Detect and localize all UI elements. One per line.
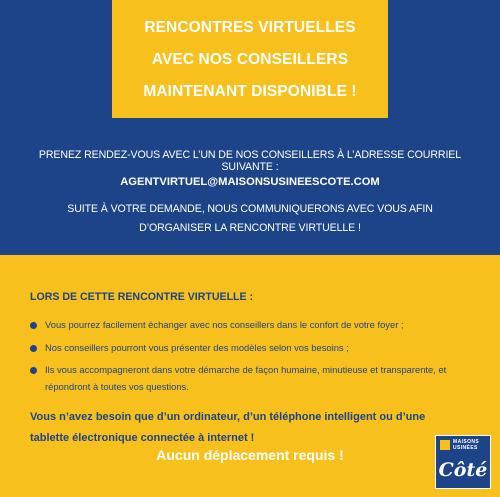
bullet-icon	[30, 322, 37, 329]
list-item-text: Vous pourrez facilement échanger avec nos conseillers dans le confort de votre foyer ;	[45, 319, 404, 330]
logo-header	[440, 440, 488, 454]
details-heading: LORS DE CETTE RENCONTRE VIRTUELLE :	[30, 291, 254, 303]
headline-banner	[112, 0, 388, 118]
intro-text: PRENEZ RENDEZ-VOUS AVEC L’UN DE NOS CONSEILLERS À L’ADRESSE COURRIEL SUIVANTE :	[38, 149, 462, 173]
followup-text: SUITE À VOTRE DEMANDE, NOUS COMMUNIQUERONS AVEC VOUS AFIN D’ORGANISER LA RENCONTRE VIRTUELLE !	[67, 203, 433, 234]
requirements-text: Vous n’avez besoin que d’un ordinateur, d’un téléphone intelligent ou d’une tablette électronique connectée à internet !	[30, 411, 426, 444]
bullet-icon	[30, 367, 37, 374]
no-travel-text: Aucun déplacement requis !	[156, 447, 344, 463]
benefits-list	[30, 317, 450, 401]
logo-square-icon	[440, 440, 450, 450]
list-item	[30, 362, 450, 395]
headline-line-2: AVEC NOS CONSEILLERS	[151, 51, 349, 68]
logo-line-1: MAISONS	[453, 439, 480, 445]
headline-line-1: RENCONTRES VIRTUELLES	[144, 19, 356, 36]
logo-brand-name: Côté	[438, 459, 488, 481]
brand-logo	[435, 435, 491, 489]
email-address: AGENTVIRTUEL@MAISONSUSINEESCOTE.COM	[120, 176, 380, 188]
details-section	[0, 255, 500, 497]
headline-line-3: MAINTENANT DISPONIBLE !	[143, 83, 357, 100]
list-item-text: Nos conseillers pourront vous présenter des modèles selon vos besoins ;	[45, 341, 349, 353]
list-item	[30, 340, 450, 357]
list-item	[30, 317, 450, 334]
list-item-text: Ils vous accompagneront dans votre démarche de façon humaine, minutieuse et transparente, et répondront à toutes vos questions.	[45, 364, 447, 392]
bullet-icon	[30, 345, 37, 352]
logo-line-2: USINÉES	[453, 445, 478, 451]
